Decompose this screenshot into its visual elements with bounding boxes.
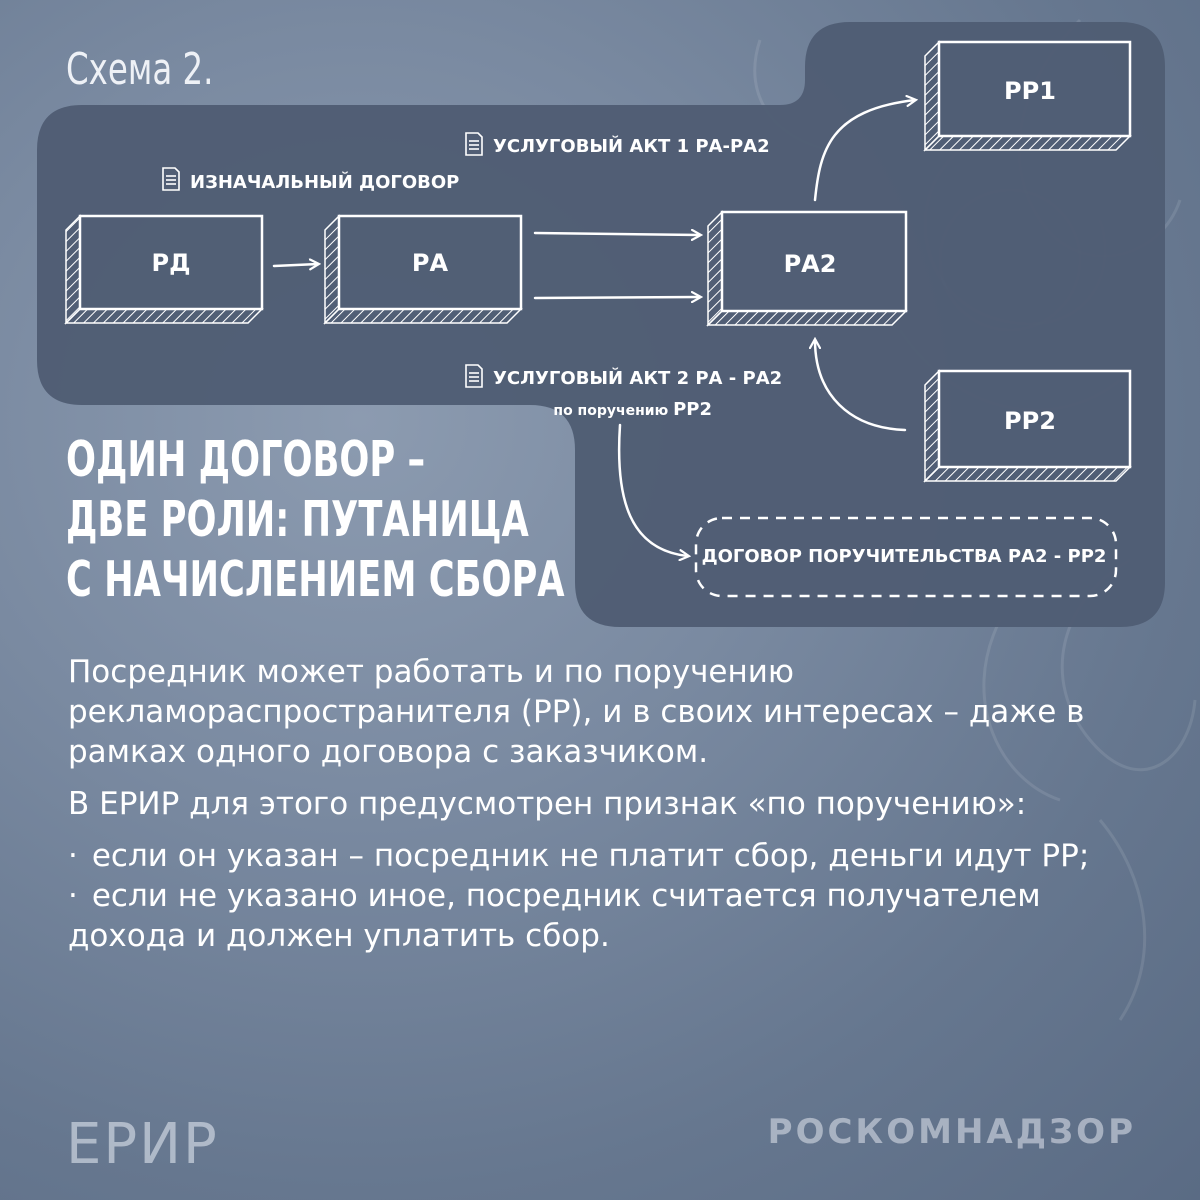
bullet-list xyxy=(68,836,1158,956)
bullet-item xyxy=(68,876,1158,956)
label-act2-subline xyxy=(553,399,712,420)
bullet-text: если не указано иное, посредник считается получателем дохода и должен уплатить сбор. xyxy=(68,878,1041,954)
node-ra xyxy=(325,216,521,323)
arrow-act2-guarantee xyxy=(619,425,688,556)
node-ra2-label: РА2 xyxy=(783,250,837,278)
bullet-text: если он указан – посредник не платит сбор, деньги идут РР; xyxy=(91,838,1090,874)
label-act1: УСЛУГОВЫЙ АКТ 1 РА-РА2 xyxy=(493,136,770,157)
heading-line-3: С НАЧИСЛЕНИЕМ СБОРА xyxy=(66,551,565,608)
erir-logo: ЕРИР xyxy=(66,1112,219,1177)
node-rr1 xyxy=(925,42,1130,150)
node-rr1-label: РР1 xyxy=(1004,77,1056,105)
arrow-ra2-rr1 xyxy=(815,100,915,200)
body-text xyxy=(68,652,1158,956)
document-icon xyxy=(466,133,482,155)
main-heading xyxy=(66,430,578,610)
heading-line-2: ДВЕ РОЛИ: ПУТАНИЦА xyxy=(66,491,529,548)
document-icon xyxy=(466,365,482,387)
node-rd-label: РД xyxy=(151,249,191,277)
arrow-ra-ra2-act1 xyxy=(535,233,700,235)
label-initial-contract: ИЗНАЧАЛЬНЫЙ ДОГОВОР xyxy=(190,172,460,193)
node-rr2 xyxy=(925,371,1130,481)
bullet-dot: · xyxy=(68,838,78,874)
paragraph-intermediary: Посредник может работать и по поручению рекламораспространителя (РР), и в своих интересах – даже в рамках одного договора с заказчиком. xyxy=(68,654,1085,770)
node-ra-label: РА xyxy=(411,249,449,277)
arrow-rd-ra xyxy=(274,264,318,266)
bullet-item xyxy=(68,836,1158,876)
label-act2: УСЛУГОВЫЙ АКТ 2 РА - РА2 xyxy=(493,368,783,389)
node-ra2 xyxy=(708,212,906,325)
roskomnadzor-logo: РОСКОМНАДЗОР xyxy=(767,1112,1136,1152)
arrow-rr2-ra2 xyxy=(815,340,905,430)
document-icon xyxy=(163,168,179,190)
heading-line-1: ОДИН ДОГОВОР – xyxy=(66,431,426,488)
guarantee-contract-label: ДОГОВОР ПОРУЧИТЕЛЬСТВА РА2 - РР2 xyxy=(701,546,1107,567)
paragraph-erir-flag: В ЕРИР для этого предусмотрен признак «по поручению»: xyxy=(68,786,1027,822)
arrow-ra-ra2-act2 xyxy=(535,297,700,298)
label-act2-suffix: РР2 xyxy=(673,399,712,420)
node-guarantee-contract xyxy=(696,518,1116,596)
scheme-title: Схема 2. xyxy=(66,44,214,95)
bullet-dot: · xyxy=(68,878,78,914)
label-act2-prefix: по поручению xyxy=(553,403,674,419)
node-rd xyxy=(66,216,262,323)
node-rr2-label: РР2 xyxy=(1004,407,1056,435)
